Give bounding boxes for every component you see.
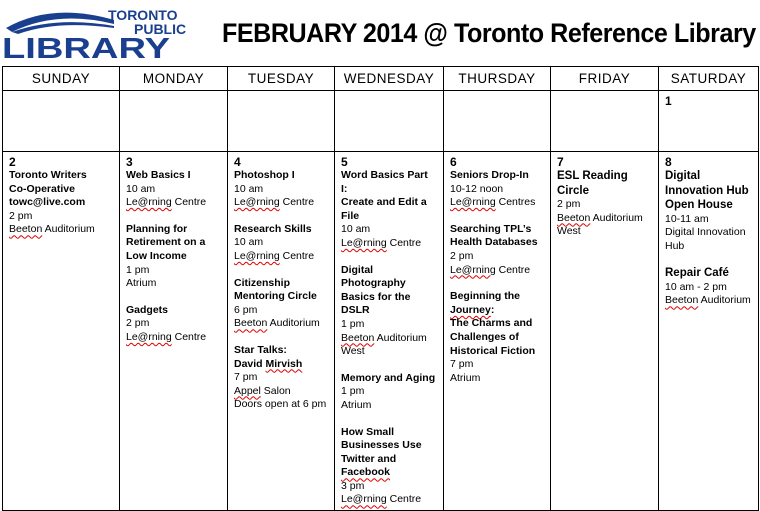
- week-row-1: [3, 91, 759, 152]
- event-location: Beeton Auditorium: [557, 211, 643, 224]
- event-title-line: File: [341, 209, 360, 222]
- event-location: Le@rning Centre: [450, 263, 531, 276]
- day-cell-saturday: [659, 152, 759, 511]
- event-title: [341, 264, 437, 318]
- event-title-line: Create and Edit a: [341, 196, 427, 209]
- event-title: [234, 169, 328, 183]
- day-cell-empty: [551, 91, 659, 152]
- event-time: 7 pm: [450, 358, 474, 371]
- event-time: 10-12 noon: [450, 182, 504, 195]
- logo-line3: LIBRARY: [2, 33, 170, 60]
- event-time: 3 pm: [341, 479, 365, 492]
- event-title-line: Star Talks:: [234, 343, 287, 356]
- day-cell-friday: [551, 152, 659, 511]
- event-title-line: Planning for: [126, 222, 188, 235]
- event-title-line: Innovation Hub: [665, 184, 749, 197]
- event-title: [450, 290, 544, 358]
- event-time: 1 pm: [341, 317, 365, 330]
- event-title-line: ESL Reading: [557, 170, 628, 182]
- day-cell-empty: [120, 91, 228, 152]
- day-cell-empty: [335, 91, 444, 152]
- day-cell-content: [551, 152, 658, 242]
- event-title-line: Repair Café: [665, 267, 729, 280]
- event-title: [126, 304, 221, 318]
- event-location: Le@rning Centre: [341, 236, 422, 249]
- event: [450, 169, 544, 210]
- weekday-header: SATURDAY: [659, 67, 759, 91]
- day-cell-content: [120, 152, 227, 348]
- event: [665, 266, 752, 308]
- event-time: 10-11 am: [665, 212, 709, 225]
- event-location: Digital Innovation: [665, 226, 746, 239]
- event-title-line: Businesses Use: [341, 439, 422, 452]
- day-cell-empty: [3, 91, 120, 152]
- event-title: [557, 169, 652, 198]
- event: [126, 223, 221, 291]
- event-title: [341, 426, 437, 480]
- event: [9, 169, 113, 237]
- event-title: [234, 223, 328, 237]
- event: [665, 169, 752, 253]
- event-title-line: Toronto Writers: [9, 169, 87, 181]
- event-title-line: Low Income: [126, 249, 187, 262]
- event: [341, 169, 437, 251]
- event-location: Beeton Auditorium: [9, 223, 95, 236]
- event-title-line: Citizenship: [234, 276, 291, 289]
- event-title-line: Word Basics Part I:: [341, 169, 428, 195]
- event-title: [234, 344, 328, 371]
- event: [557, 169, 652, 239]
- event-location: Beeton Auditorium: [665, 294, 751, 307]
- day-cell-sunday: [3, 152, 120, 511]
- event-title-line: Photoshop I: [234, 169, 295, 181]
- event-title-line: Mentoring Circle: [234, 290, 317, 303]
- event-title: [126, 223, 221, 264]
- toronto-public-library-logo: [2, 4, 202, 60]
- event-title: [450, 223, 544, 250]
- event-time: 10 am: [234, 182, 264, 195]
- event-title: [341, 169, 437, 223]
- day-cell-saturday-1: [659, 91, 759, 152]
- logo-line2: PUBLIC: [134, 21, 187, 37]
- calendar-grid: [2, 66, 759, 511]
- event-title-line: The Charms and: [450, 317, 533, 330]
- event-location: Beeton Auditorium: [234, 317, 320, 330]
- weekday-header: TUESDAY: [228, 67, 335, 91]
- event: [450, 223, 544, 277]
- event-title-line: Challenges of: [450, 330, 519, 343]
- day-cell-tuesday: [228, 152, 335, 511]
- event-time: 7 pm: [234, 371, 258, 384]
- weekday-header: FRIDAY: [551, 67, 659, 91]
- event-time: 10 am: [341, 223, 371, 236]
- day-number: 1: [665, 94, 672, 108]
- day-number: 5: [341, 155, 348, 169]
- event-title: [450, 169, 544, 183]
- event: [234, 169, 328, 210]
- event-title-line: Searching TPL’s: [450, 222, 532, 235]
- event-time: 2 pm: [9, 209, 33, 222]
- event-title-line: Photography: [341, 277, 406, 290]
- event-title-line: towc@live.com: [9, 196, 86, 209]
- event: [450, 290, 544, 385]
- event-title-line: Circle: [557, 184, 589, 197]
- event-title-line: Twitter and: [341, 452, 397, 465]
- event-location: Beeton Auditorium: [341, 331, 427, 344]
- event-title-line: Seniors Drop-In: [450, 169, 529, 181]
- event-time: 2 pm: [126, 317, 150, 330]
- event-location: Le@rning Centre: [126, 330, 207, 343]
- day-cell-empty: [444, 91, 551, 152]
- event-title-line: Research Skills: [234, 222, 312, 235]
- event-title-line: Co-Operative: [9, 182, 75, 195]
- event-location: Le@rning Centre: [126, 196, 207, 209]
- event-title-line: How Small: [341, 425, 395, 438]
- event-title: [665, 169, 752, 213]
- event-title-line: Retirement on a: [126, 236, 206, 249]
- event-title-line: DSLR: [341, 304, 370, 317]
- event-location: Atrium: [126, 277, 157, 290]
- event-title-line: Gadgets: [126, 303, 169, 316]
- event-location: Le@rning Centres: [450, 196, 536, 209]
- event: [341, 264, 437, 359]
- event-note: West: [341, 345, 365, 358]
- day-cell-content: [335, 152, 443, 510]
- event-title-line: Facebook: [341, 466, 391, 479]
- event-note: West: [557, 225, 581, 238]
- event-title: [126, 169, 221, 183]
- event-time: 10 am - 2 pm: [665, 280, 727, 293]
- event-title-line: Digital: [665, 170, 701, 182]
- event: [341, 372, 437, 413]
- event-title: [341, 372, 437, 386]
- event-title-line: David Mirvish: [234, 357, 303, 370]
- day-cell-content: [659, 152, 758, 311]
- event-title-line: Open House: [665, 199, 733, 211]
- event-title: [9, 169, 113, 210]
- day-cell-thursday: [444, 152, 551, 511]
- day-cell-monday: [120, 152, 228, 511]
- day-number: 8: [665, 155, 672, 169]
- event-location: Atrium: [341, 398, 372, 411]
- event-title-line: Basics for the: [341, 290, 411, 303]
- day-number: 4: [234, 155, 241, 169]
- event-title-line: Beginning the: [450, 290, 520, 303]
- day-number: 3: [126, 155, 133, 169]
- event-location: Appel Salon: [234, 384, 291, 397]
- event-time: 1 pm: [126, 263, 150, 276]
- event-time: 6 pm: [234, 303, 258, 316]
- event: [126, 304, 221, 345]
- event-title-line: Journey:: [450, 303, 495, 316]
- event: [234, 277, 328, 331]
- event-title-line: Historical Fiction: [450, 344, 536, 357]
- event-note: Hub: [665, 239, 685, 252]
- day-number: 6: [450, 155, 457, 169]
- day-cell-content: [3, 152, 119, 240]
- event: [126, 169, 221, 210]
- event-title-line: Health Databases: [450, 236, 538, 249]
- event: [234, 223, 328, 264]
- event-title: [234, 277, 328, 304]
- event-location: Le@rning Centre: [234, 196, 315, 209]
- day-cell-content: [228, 152, 334, 415]
- weekday-header: MONDAY: [120, 67, 228, 91]
- event-time: 2 pm: [557, 198, 581, 210]
- event-note: Doors open at 6 pm: [234, 398, 327, 411]
- event-location: Le@rning Centre: [341, 493, 422, 506]
- event-title-line: Digital: [341, 263, 374, 276]
- weekday-header: WEDNESDAY: [335, 67, 444, 91]
- day-number: 7: [557, 155, 564, 169]
- logo-line1: TORONTO: [108, 7, 178, 23]
- event: [234, 344, 328, 412]
- event: [341, 426, 437, 508]
- day-cell-wednesday: [335, 152, 444, 511]
- weekday-header: THURSDAY: [444, 67, 551, 91]
- day-number: 2: [9, 155, 16, 169]
- weekday-header: SUNDAY: [3, 67, 120, 91]
- event-time: 2 pm: [450, 249, 474, 262]
- page-title: FEBRUARY 2014 @ Toronto Reference Library: [222, 18, 756, 48]
- header: [0, 0, 760, 66]
- event-time: 10 am: [234, 236, 264, 249]
- event-location: Le@rning Centre: [234, 249, 315, 262]
- event-title: [665, 266, 752, 281]
- day-cell-empty: [228, 91, 335, 152]
- event-title-line: Memory and Aging: [341, 371, 436, 384]
- event-location: Atrium: [450, 371, 481, 384]
- event-title-line: Web Basics I: [126, 169, 191, 181]
- event-time: 1 pm: [341, 385, 365, 398]
- event-time: 10 am: [126, 182, 156, 195]
- day-cell-content: [444, 152, 550, 388]
- weekday-header-row: [3, 67, 759, 91]
- week-row-2: [3, 152, 759, 511]
